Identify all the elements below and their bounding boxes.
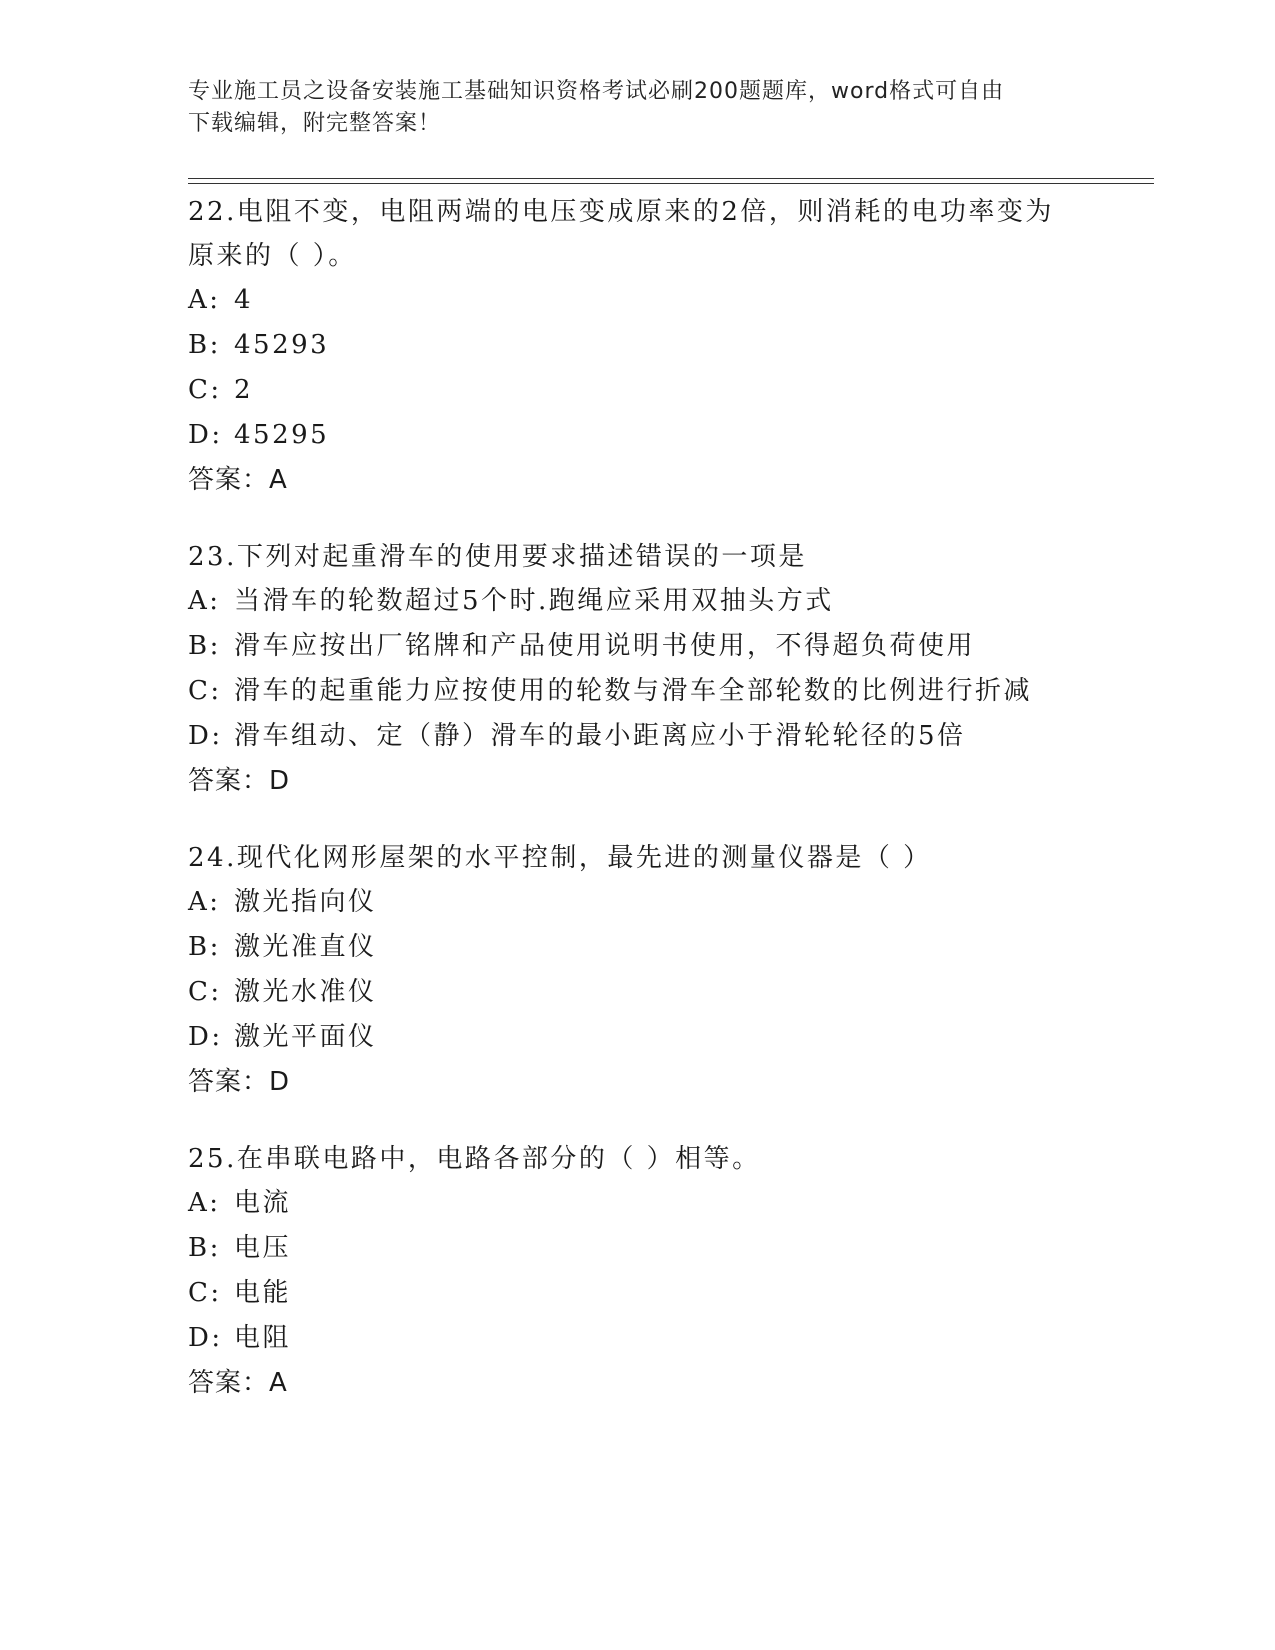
answer-label: 答案：D — [188, 766, 291, 796]
header-line-2: 下载编辑，附完整答案！ — [188, 111, 442, 136]
option-text: 滑车的起重能力应按使用的轮数与滑车全部轮数的比例进行折减 — [234, 676, 1033, 706]
option-c — [188, 368, 1088, 413]
option-text: 激光水准仪 — [234, 977, 377, 1007]
header-divider-top — [188, 178, 1154, 179]
option-key: A: — [188, 586, 221, 616]
document-header — [188, 76, 1088, 140]
option-key: B: — [188, 1233, 221, 1263]
option-key: A: — [188, 285, 221, 315]
option-key: B: — [188, 932, 221, 962]
question-text: 22.电阻不变，电阻两端的电压变成原来的2倍，则消耗的电功率变为 — [188, 197, 1054, 227]
question-25 — [188, 1137, 1088, 1406]
option-c — [188, 970, 1088, 1015]
header-divider-bottom — [188, 183, 1154, 184]
option-d — [188, 413, 1088, 458]
option-a — [188, 278, 1088, 323]
question-24 — [188, 836, 1088, 1105]
option-a — [188, 1181, 1088, 1226]
option-text: 当滑车的轮数超过5个时.跑绳应采用双抽头方式 — [234, 586, 834, 616]
option-key: D: — [188, 1022, 223, 1052]
option-key: A: — [188, 1188, 221, 1218]
option-d — [188, 714, 1088, 759]
option-key: B: — [188, 330, 221, 360]
question-text: 23.下列对起重滑车的使用要求描述错误的一项是 — [188, 542, 807, 572]
question-text: 25.在串联电路中，电路各部分的（ ）相等。 — [188, 1144, 761, 1174]
option-d — [188, 1015, 1088, 1060]
question-23 — [188, 535, 1088, 804]
option-text: 电阻 — [234, 1323, 292, 1353]
option-key: B: — [188, 631, 221, 661]
option-text: 滑车应按出厂铭牌和产品使用说明书使用，不得超负荷使用 — [234, 631, 976, 661]
option-b — [188, 1226, 1088, 1271]
option-text: 45293 — [234, 330, 330, 360]
option-d — [188, 1316, 1088, 1361]
option-key: D: — [188, 420, 223, 450]
header-line-1: 专业施工员之设备安装施工基础知识资格考试必刷200题题库，word格式可自由 — [188, 79, 1005, 104]
option-text: 电能 — [234, 1278, 292, 1308]
option-a — [188, 880, 1088, 925]
option-b — [188, 624, 1088, 669]
option-text: 4 — [234, 285, 254, 315]
option-text: 激光平面仪 — [234, 1022, 377, 1052]
option-text: 电流 — [234, 1188, 292, 1218]
question-list — [188, 190, 1088, 1438]
option-text: 滑车组动、定（静）滑车的最小距离应小于滑轮轮径的5倍 — [234, 721, 966, 751]
question-text-continued: 原来的（ ）。 — [188, 241, 357, 271]
question-22 — [188, 190, 1088, 503]
option-text: 激光指向仪 — [234, 887, 377, 917]
option-c — [188, 669, 1088, 714]
answer-label: 答案：A — [188, 1368, 288, 1398]
answer-label: 答案：A — [188, 465, 288, 495]
option-key: C: — [188, 1278, 222, 1308]
option-b — [188, 925, 1088, 970]
option-text: 45295 — [234, 420, 330, 450]
option-key: D: — [188, 1323, 223, 1353]
option-c — [188, 1271, 1088, 1316]
option-text: 激光准直仪 — [234, 932, 377, 962]
option-key: C: — [188, 977, 222, 1007]
option-text: 电压 — [234, 1233, 292, 1263]
option-b — [188, 323, 1088, 368]
option-key: C: — [188, 375, 222, 405]
question-text: 24.现代化网形屋架的水平控制，最先进的测量仪器是（ ） — [188, 843, 932, 873]
option-a — [188, 579, 1088, 624]
answer-label: 答案：D — [188, 1067, 291, 1097]
option-key: A: — [188, 887, 221, 917]
option-key: D: — [188, 721, 223, 751]
option-key: C: — [188, 676, 222, 706]
option-text: 2 — [234, 375, 254, 405]
